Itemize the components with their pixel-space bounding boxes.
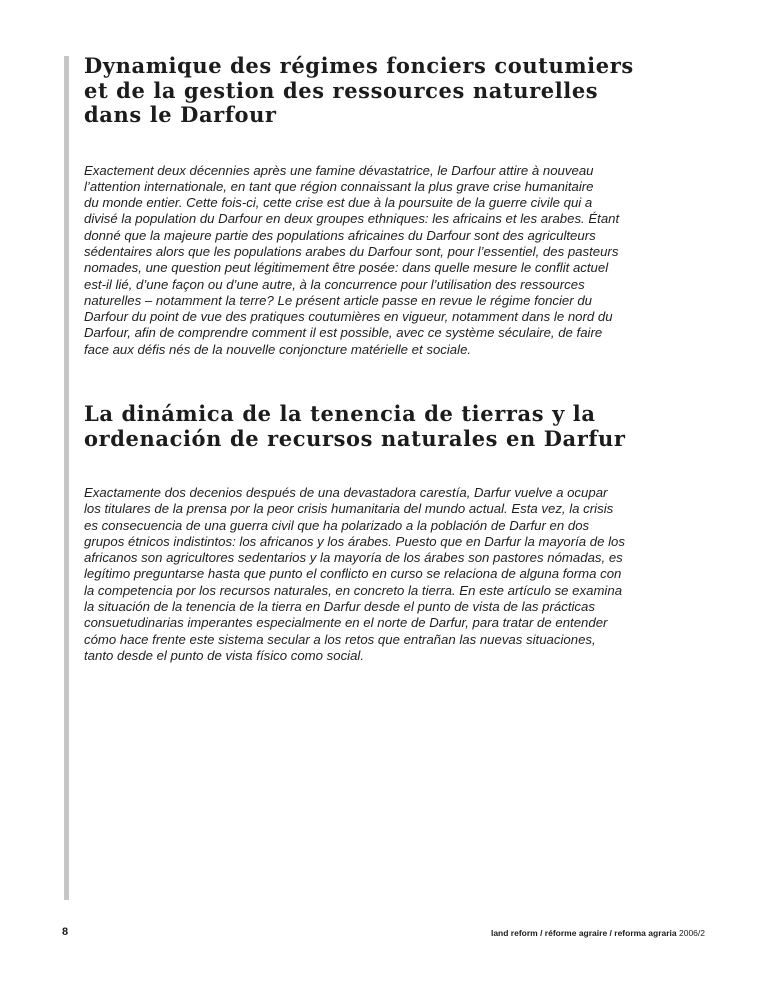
title-line: et de la gestion des ressources naturelles: [84, 77, 599, 103]
abstract-line: naturelles – notamment la terre? Le présent article passe en revue le régime foncier du: [84, 292, 592, 308]
title-line: La dinámica de la tenencia de tierras y la: [84, 401, 596, 426]
abstract-line: Exactement deux décennies après une famine dévastatrice, le Darfour attire à nouveau: [84, 162, 594, 178]
abstract-line: tanto desde el punto de vista físico como social.: [84, 647, 365, 663]
running-footer: [491, 928, 705, 938]
issue-number: 2006/2: [679, 928, 705, 938]
abstract-spanish: [84, 485, 704, 664]
page-number: 8: [62, 926, 69, 938]
article-spanish: [84, 402, 704, 664]
title-line: Dynamique des régimes fonciers coutumiers: [84, 53, 634, 78]
abstract-line: face aux défis nés de la nouvelle conjoncture matérielle et sociale.: [84, 341, 472, 357]
abstract-line: l’attention internationale, en tant que région connaissant la plus grave crise humanitaire: [84, 178, 594, 194]
abstract-line: africanos son agricultores sedentarios y la mayoría de los árabes son pastores nómadas, es: [84, 550, 623, 566]
abstract-line: grupos étnicos indistintos: los africanos y los árabes. Puesto que en Darfur la mayoría de los: [84, 533, 625, 549]
abstract-line: Darfour, afin de comprendre comment il est possible, avec ce système séculaire, de faire: [84, 325, 603, 341]
article-french: [84, 54, 704, 358]
abstract-line: la competencia por los recursos naturales, en concreto la tierra. En este artículo se examina: [84, 582, 623, 598]
abstract-line: es consecuencia de una guerra civil que ha polarizado a la población de Darfur en dos: [84, 517, 590, 533]
abstract-line: du monde entier. Cette fois-ci, cette crise est due à la poursuite de la guerre civile qui a: [84, 195, 593, 211]
article-title-spanish: [84, 402, 704, 451]
article-title-french: [84, 54, 704, 128]
abstract-line: consuetudinarias imperantes especialmente en el norte de Darfur, para tratar de entender: [84, 615, 608, 631]
abstract-line: sédentaires alors que les populations arabes du Darfour sont, pour l’essentiel, des pasteurs: [84, 243, 619, 259]
title-line: ordenación de recursos naturales en Darfur: [84, 425, 626, 451]
abstract-line: cómo hace frente este sistema secular a los retos que entrañan las nuevas situaciones,: [84, 631, 596, 647]
left-margin-bar: [64, 56, 69, 900]
title-line: dans le Darfour: [84, 102, 277, 127]
abstract-line: la situación de la tenencia de la tierra en Darfur desde el punto de vista de las prácticas: [84, 599, 595, 615]
abstract-line: los titulares de la prensa por la peor crisis humanitaria del mundo actual. Esta vez, la crisis: [84, 501, 614, 517]
journal-name: land reform / réforme agraire / reforma agraria: [490, 928, 677, 938]
abstract-line: est-il lié, d’une façon ou d’une autre, à la concurrence pour l’utilisation des ressources: [84, 276, 585, 292]
abstract-line: Exactamente dos decenios después de una devastadora carestía, Darfur vuelve a ocupar: [84, 485, 608, 500]
abstract-french: [84, 163, 704, 359]
abstract-line: donné que la majeure partie des populations africaines du Darfour sont des agriculteurs: [84, 227, 596, 243]
abstract-line: nomades, une question peut légitimement être posée: dans quelle mesure le conflit actuel: [84, 260, 609, 276]
abstract-line: divisé la population du Darfour en deux groupes ethniques: les africains et les arabes. Étant: [84, 211, 620, 227]
abstract-line: Darfour du point de vue des pratiques coutumières en vigueur, notamment dans le nord du: [84, 309, 613, 325]
abstract-line: legítimo preguntarse hasta que punto el conflicto en curso se relaciona de alguna forma con: [84, 566, 622, 582]
